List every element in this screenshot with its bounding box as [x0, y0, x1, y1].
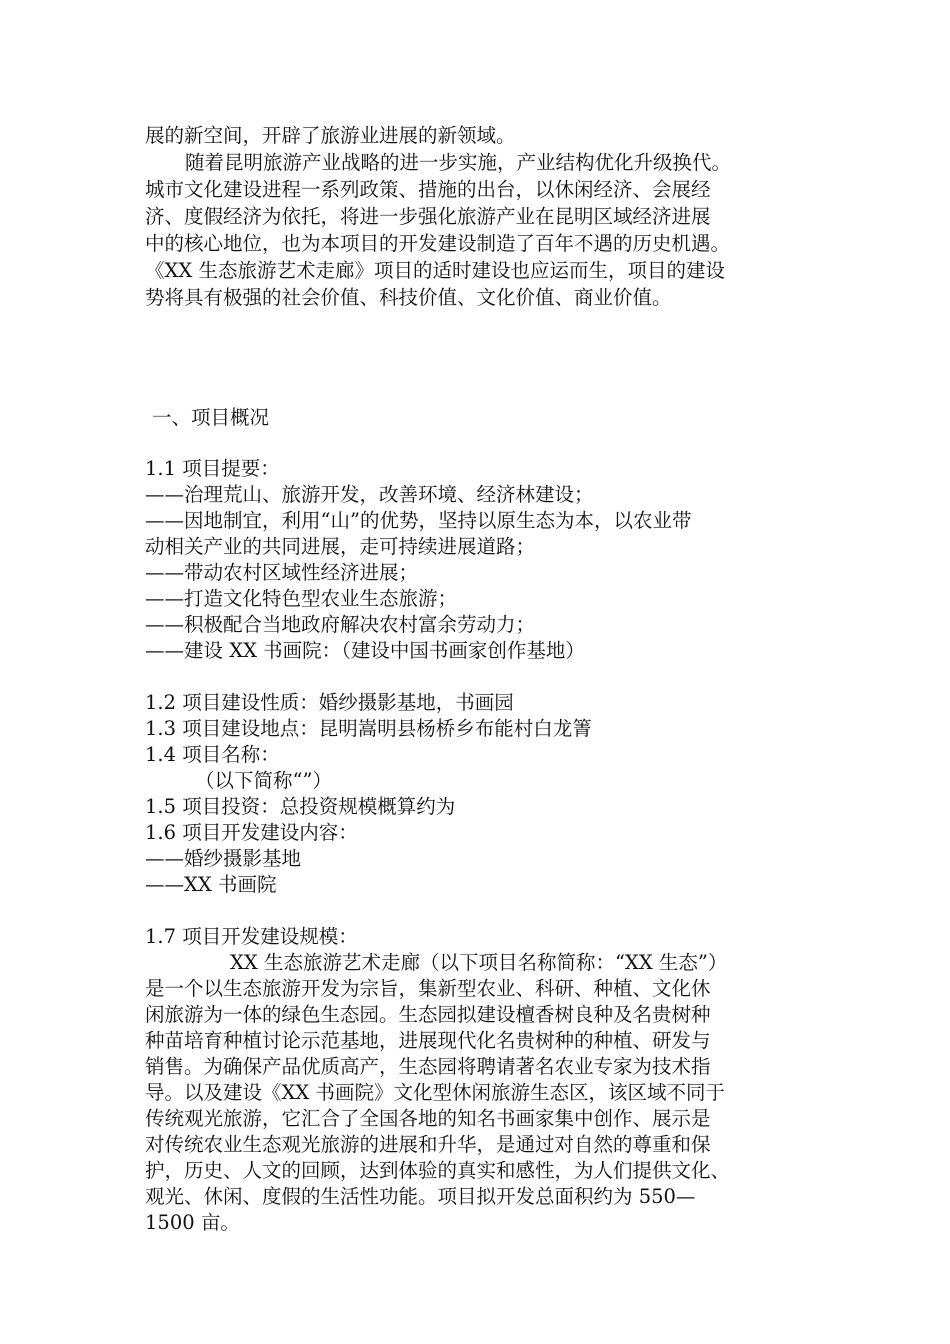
intro-line: 《XX 生态旅游艺术走廊》项目的适时建设也应运而生，项目的建设: [145, 259, 725, 282]
body-line: 对传统农业生态观光旅游的进展和升华，是通过对自然的尊重和保: [145, 1133, 711, 1156]
subsection-1-2: 1.2 项目建设性质：婚纱摄影基地，书画园: [145, 691, 514, 714]
subsection-title: 1.1 项目提要：: [145, 457, 280, 480]
subsection-1-3: 1.3 项目建设地点：昆明嵩明县杨桥乡布能村白龙箐: [145, 717, 592, 740]
subsection-1-5: 1.5 项目投资：总投资规模概算约为: [145, 795, 456, 818]
body-line: 销售。为确保产品优质高产，生态园将聘请著名农业专家为技术指: [145, 1055, 711, 1078]
list-item: ——建设 XX 书画院：（建设中国书画家创作基地）: [145, 639, 585, 662]
intro-line: 济、度假经济为依托，将进一步强化旅游产业在昆明区域经济进展: [145, 205, 711, 228]
list-item: ——积极配合当地政府解决农村富余劳动力；: [145, 613, 536, 636]
intro-line: 势将具有极强的社会价值、科技价值、文化价值、商业价值。: [145, 286, 672, 309]
intro-line: 随着昆明旅游产业战略的进一步实施，产业结构优化升级换代。: [185, 151, 732, 174]
list-item: ——打造文化特色型农业生态旅游；: [145, 587, 458, 610]
intro-line: 城市文化建设进程一系列政策、措施的出台，以休闲经济、会展经: [145, 178, 711, 201]
list-item: ——XX 书画院: [145, 873, 277, 896]
list-item: 动相关产业的共同进展，走可持续进展道路；: [145, 535, 536, 558]
body-line: 1500 亩。: [145, 1211, 240, 1234]
section-heading: 一、项目概况: [152, 406, 270, 429]
list-item: ——带动农村区域性经济进展；: [145, 561, 419, 584]
body-line: 种苗培育种植讨论示范基地，进展现代化名贵树种的种植、研发与: [145, 1029, 711, 1052]
list-item: ——婚纱摄影基地: [145, 847, 302, 870]
body-line: 护，历史、人文的回顾，达到体验的真实和感性，为人们提供文化、: [145, 1159, 731, 1182]
list-item: ——因地制宜，利用“山”的优势，坚持以原生态为本，以农业带: [145, 509, 692, 532]
list-item: ——治理荒山、旅游开发，改善环境、经济林建设；: [145, 483, 594, 506]
subsection-title: 1.6 项目开发建设内容：: [145, 821, 358, 844]
body-line: 传统观光旅游，它汇合了全国各地的知名书画家集中创作、展示是: [145, 1107, 711, 1130]
subsection-title: 1.7 项目开发建设规模：: [145, 925, 358, 948]
body-line: 闲旅游为一体的绿色生态园。生态园拟建设檀香树良种及名贵树种: [145, 1003, 711, 1026]
body-line: 观光、休闲、度假的生活性功能。项目拟开发总面积约为 550—: [145, 1185, 696, 1208]
body-line: XX 生态旅游艺术走廊（以下项目名称简称：“XX 生态”）: [230, 951, 728, 974]
intro-line: 中的核心地位，也为本项目的开发建设制造了百年不遇的历史机遇。: [145, 232, 731, 255]
subsection-1-4-note: （以下简称“”）: [195, 769, 332, 792]
intro-line: 展的新空间，开辟了旅游业进展的新领域。: [145, 124, 516, 147]
body-line: 是一个以生态旅游开发为宗旨，集新型农业、科研、种植、文化休: [145, 977, 711, 1000]
body-line: 导。以及建设《XX 书画院》文化型休闲旅游生态区，该区域不同于: [145, 1081, 725, 1104]
subsection-1-4: 1.4 项目名称：: [145, 743, 280, 766]
